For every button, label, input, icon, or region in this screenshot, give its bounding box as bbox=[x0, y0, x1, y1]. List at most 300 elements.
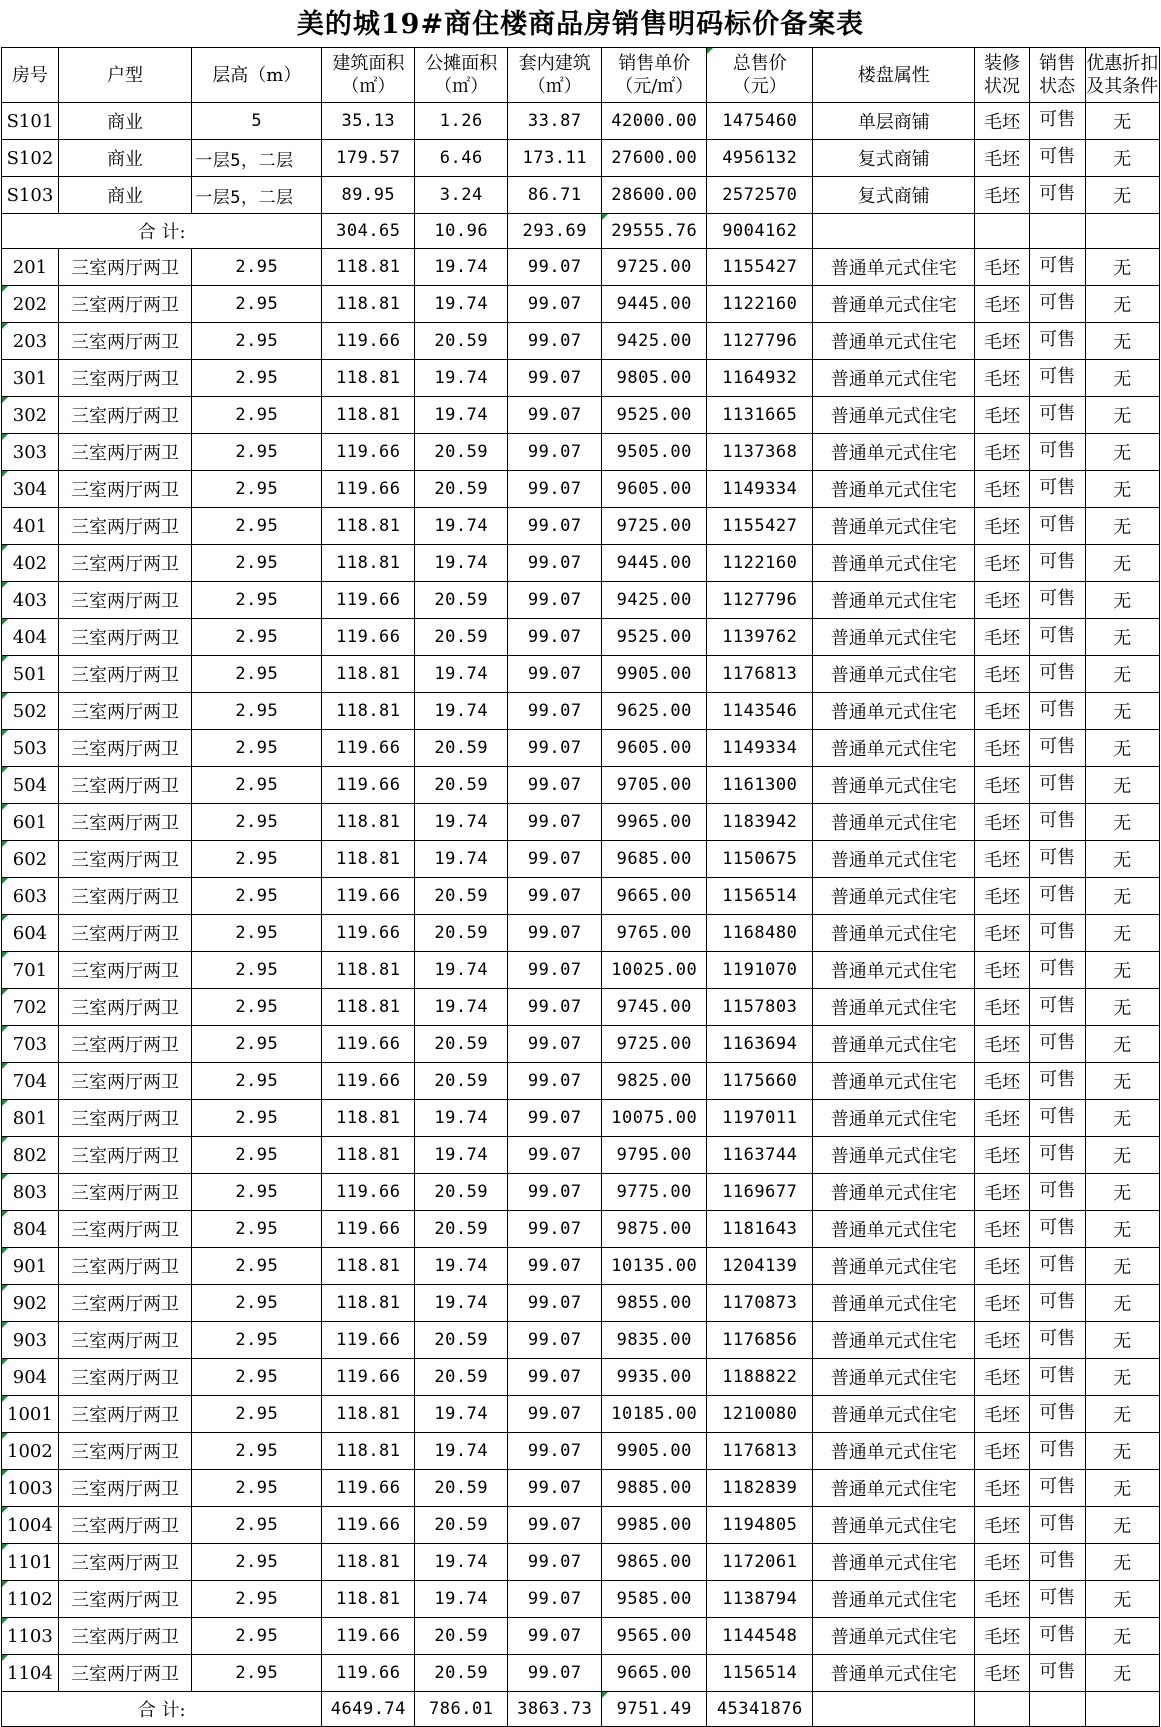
table-row bbox=[2, 915, 1160, 952]
floor-height-cell: 2.95 bbox=[192, 804, 322, 841]
total-price-cell: 1161300 bbox=[707, 767, 813, 804]
gross-area-cell: 119.66 bbox=[322, 471, 415, 508]
inner-area-cell: 99.07 bbox=[508, 471, 602, 508]
header-text: （元/㎡） bbox=[615, 76, 694, 97]
shared-area-cell: 20.59 bbox=[415, 1211, 508, 1248]
shared-area-cell: 20.59 bbox=[415, 1618, 508, 1655]
discount-terms-cell: 无 bbox=[1085, 397, 1159, 434]
decoration-status-cell: 毛坯 bbox=[975, 360, 1030, 397]
total-price-cell: 1175660 bbox=[707, 1063, 813, 1100]
unit-type-cell: 三室两厅两卫 bbox=[58, 434, 191, 471]
table-row bbox=[2, 434, 1160, 471]
room-number-cell: 402 bbox=[2, 545, 59, 582]
table-row bbox=[2, 1248, 1160, 1285]
floor-height-cell: 2.95 bbox=[192, 1507, 322, 1544]
unit-type-cell: 三室两厅两卫 bbox=[58, 841, 191, 878]
unit-type-cell: 三室两厅两卫 bbox=[58, 545, 191, 582]
inner-area-cell: 33.87 bbox=[508, 103, 602, 140]
sale-status-cell: 可售 bbox=[1029, 878, 1085, 915]
floor-height-cell: 2.95 bbox=[192, 1063, 322, 1100]
table-row bbox=[2, 1470, 1160, 1507]
discount-terms-cell: 无 bbox=[1085, 841, 1159, 878]
unit-type-cell: 三室两厅两卫 bbox=[58, 952, 191, 989]
gross-area-cell: 119.66 bbox=[322, 619, 415, 656]
gross-area-cell: 118.81 bbox=[322, 841, 415, 878]
shared-area-cell: 19.74 bbox=[415, 841, 508, 878]
total-price-cell: 1163744 bbox=[707, 1137, 813, 1174]
sale-status-cell: 可售 bbox=[1029, 1396, 1085, 1433]
sale-status-cell: 可售 bbox=[1029, 1433, 1085, 1470]
gross-area-cell: 118.81 bbox=[322, 656, 415, 693]
room-number-cell: 303 bbox=[2, 434, 59, 471]
decoration-status-cell: 毛坯 bbox=[975, 619, 1030, 656]
unit-price-cell: 9525.00 bbox=[602, 397, 707, 434]
gross-area-cell: 118.81 bbox=[322, 545, 415, 582]
decoration-status-cell: 毛坯 bbox=[975, 1211, 1030, 1248]
property-type-cell: 普通单元式住宅 bbox=[813, 1137, 975, 1174]
header-text: 装修 bbox=[983, 53, 1020, 74]
sale-status-cell: 可售 bbox=[1029, 841, 1085, 878]
total-unit-price: 9751.49 bbox=[602, 1692, 707, 1727]
floor-height-cell: 2.95 bbox=[192, 397, 322, 434]
room-number-cell: 904 bbox=[2, 1359, 59, 1396]
decoration-status-cell: 毛坯 bbox=[975, 286, 1030, 323]
sale-status-cell: 可售 bbox=[1029, 730, 1085, 767]
total-gross-area: 4649.74 bbox=[322, 1692, 415, 1727]
unit-price-cell: 9865.00 bbox=[602, 1544, 707, 1581]
unit-price-cell: 9705.00 bbox=[602, 767, 707, 804]
unit-type-cell: 三室两厅两卫 bbox=[58, 508, 191, 545]
inner-area-cell: 99.07 bbox=[508, 545, 602, 582]
floor-height-cell: 2.95 bbox=[192, 1100, 322, 1137]
inner-area-cell: 99.07 bbox=[508, 582, 602, 619]
total-price-cell: 1475460 bbox=[707, 103, 813, 140]
inner-area-cell: 99.07 bbox=[508, 952, 602, 989]
property-type-cell: 普通单元式住宅 bbox=[813, 619, 975, 656]
inner-area-cell: 99.07 bbox=[508, 1618, 602, 1655]
discount-terms-cell: 无 bbox=[1085, 103, 1159, 140]
discount-terms-cell: 无 bbox=[1085, 1359, 1159, 1396]
decoration-status-cell: 毛坯 bbox=[975, 1137, 1030, 1174]
floor-height-cell: 2.95 bbox=[192, 619, 322, 656]
total-price-cell: 2572570 bbox=[707, 177, 813, 214]
total-price-cell: 1122160 bbox=[707, 545, 813, 582]
inner-area-cell: 99.07 bbox=[508, 915, 602, 952]
floor-height-cell: 2.95 bbox=[192, 1618, 322, 1655]
total-price-cell: 1191070 bbox=[707, 952, 813, 989]
gross-area-cell: 118.81 bbox=[322, 1100, 415, 1137]
table-row bbox=[2, 730, 1160, 767]
unit-price-cell: 9965.00 bbox=[602, 804, 707, 841]
inner-area-cell: 99.07 bbox=[508, 1359, 602, 1396]
sale-status-cell: 可售 bbox=[1029, 1211, 1085, 1248]
room-number-cell: S103 bbox=[2, 177, 59, 214]
unit-type-cell: 三室两厅两卫 bbox=[58, 804, 191, 841]
sale-status-cell: 可售 bbox=[1029, 140, 1085, 177]
room-number-cell: 701 bbox=[2, 952, 59, 989]
sale-status-cell: 可售 bbox=[1029, 103, 1085, 140]
inner-area-cell: 99.07 bbox=[508, 1100, 602, 1137]
unit-type-cell: 商业 bbox=[58, 177, 191, 214]
discount-terms-cell: 无 bbox=[1085, 360, 1159, 397]
unit-price-cell: 9985.00 bbox=[602, 1507, 707, 1544]
floor-height-cell: 2.95 bbox=[192, 1581, 322, 1618]
decoration-status-cell: 毛坯 bbox=[975, 508, 1030, 545]
room-number-cell: 302 bbox=[2, 397, 59, 434]
property-type-cell: 普通单元式住宅 bbox=[813, 1396, 975, 1433]
discount-terms-cell: 无 bbox=[1085, 545, 1159, 582]
shared-area-cell: 20.59 bbox=[415, 878, 508, 915]
room-number-cell: 704 bbox=[2, 1063, 59, 1100]
decoration-status-cell: 毛坯 bbox=[975, 1618, 1030, 1655]
discount-terms-cell: 无 bbox=[1085, 1322, 1159, 1359]
gross-area-cell: 119.66 bbox=[322, 1655, 415, 1692]
decoration-status-cell: 毛坯 bbox=[975, 140, 1030, 177]
total-price-cell: 1150675 bbox=[707, 841, 813, 878]
property-type-cell: 普通单元式住宅 bbox=[813, 1063, 975, 1100]
unit-type-cell: 三室两厅两卫 bbox=[58, 582, 191, 619]
total-total-price: 45341876 bbox=[707, 1692, 813, 1727]
floor-height-cell: 2.95 bbox=[192, 1174, 322, 1211]
table-row bbox=[2, 508, 1160, 545]
unit-type-cell: 商业 bbox=[58, 103, 191, 140]
shared-area-cell: 19.74 bbox=[415, 397, 508, 434]
unit-type-cell: 三室两厅两卫 bbox=[58, 1174, 191, 1211]
gross-area-cell: 119.66 bbox=[322, 1322, 415, 1359]
room-number-cell: 502 bbox=[2, 693, 59, 730]
unit-price-cell: 9685.00 bbox=[602, 841, 707, 878]
sale-status-cell: 可售 bbox=[1029, 323, 1085, 360]
discount-terms-cell: 无 bbox=[1085, 1507, 1159, 1544]
unit-price-cell: 9775.00 bbox=[602, 1174, 707, 1211]
decoration-status-cell: 毛坯 bbox=[975, 952, 1030, 989]
table-row bbox=[2, 1581, 1160, 1618]
unit-price-cell: 9795.00 bbox=[602, 1137, 707, 1174]
discount-terms-cell: 无 bbox=[1085, 249, 1159, 286]
shared-area-cell: 20.59 bbox=[415, 1026, 508, 1063]
table-row bbox=[2, 103, 1160, 140]
property-type-cell: 普通单元式住宅 bbox=[813, 1433, 975, 1470]
empty-cell bbox=[1029, 214, 1085, 249]
unit-price-cell: 9525.00 bbox=[602, 619, 707, 656]
total-label: 合 计: bbox=[2, 214, 322, 249]
sale-status-cell: 可售 bbox=[1029, 1507, 1085, 1544]
discount-terms-cell: 无 bbox=[1085, 508, 1159, 545]
total-price-cell: 1176813 bbox=[707, 1433, 813, 1470]
header-discount-terms bbox=[1085, 48, 1159, 103]
total-price-cell: 1182839 bbox=[707, 1470, 813, 1507]
property-type-cell: 复式商铺 bbox=[813, 177, 975, 214]
inner-area-cell: 99.07 bbox=[508, 360, 602, 397]
gross-area-cell: 119.66 bbox=[322, 915, 415, 952]
property-type-cell: 普通单元式住宅 bbox=[813, 582, 975, 619]
inner-area-cell: 99.07 bbox=[508, 767, 602, 804]
sale-status-cell: 可售 bbox=[1029, 360, 1085, 397]
total-price-cell: 1170873 bbox=[707, 1285, 813, 1322]
sale-status-cell: 可售 bbox=[1029, 1100, 1085, 1137]
gross-area-cell: 118.81 bbox=[322, 1285, 415, 1322]
property-type-cell: 普通单元式住宅 bbox=[813, 656, 975, 693]
table-row bbox=[2, 1063, 1160, 1100]
table-row bbox=[2, 397, 1160, 434]
total-total-price: 9004162 bbox=[707, 214, 813, 249]
discount-terms-cell: 无 bbox=[1085, 1285, 1159, 1322]
floor-height-cell: 2.95 bbox=[192, 286, 322, 323]
unit-type-cell: 三室两厅两卫 bbox=[58, 1285, 191, 1322]
table-row bbox=[2, 1026, 1160, 1063]
shared-area-cell: 20.59 bbox=[415, 915, 508, 952]
unit-type-cell: 三室两厅两卫 bbox=[58, 1470, 191, 1507]
table-row bbox=[2, 656, 1160, 693]
floor-height-cell: 2.95 bbox=[192, 1359, 322, 1396]
sheet-title: 美的城19#商住楼商品房销售明码标价备案表 bbox=[296, 9, 865, 40]
total-inner-area: 293.69 bbox=[508, 214, 602, 249]
table-row bbox=[2, 1211, 1160, 1248]
property-type-cell: 普通单元式住宅 bbox=[813, 1507, 975, 1544]
total-price-cell: 1149334 bbox=[707, 471, 813, 508]
unit-type-cell: 三室两厅两卫 bbox=[58, 1433, 191, 1470]
table-row bbox=[2, 878, 1160, 915]
room-number-cell: 804 bbox=[2, 1211, 59, 1248]
discount-terms-cell: 无 bbox=[1085, 1211, 1159, 1248]
unit-price-cell: 9875.00 bbox=[602, 1211, 707, 1248]
unit-price-cell: 9625.00 bbox=[602, 693, 707, 730]
shared-area-cell: 20.59 bbox=[415, 434, 508, 471]
gross-area-cell: 118.81 bbox=[322, 286, 415, 323]
decoration-status-cell: 毛坯 bbox=[975, 1544, 1030, 1581]
table-row bbox=[2, 471, 1160, 508]
sale-status-cell: 可售 bbox=[1029, 1544, 1085, 1581]
discount-terms-cell: 无 bbox=[1085, 730, 1159, 767]
sale-status-cell: 可售 bbox=[1029, 1655, 1085, 1692]
property-type-cell: 普通单元式住宅 bbox=[813, 360, 975, 397]
room-number-cell: 1001 bbox=[2, 1396, 59, 1433]
header-text: （㎡） bbox=[434, 76, 489, 97]
unit-type-cell: 三室两厅两卫 bbox=[58, 1581, 191, 1618]
gross-area-cell: 118.81 bbox=[322, 360, 415, 397]
shared-area-cell: 20.59 bbox=[415, 1174, 508, 1211]
inner-area-cell: 99.07 bbox=[508, 730, 602, 767]
table-row bbox=[2, 249, 1160, 286]
header-text: （㎡） bbox=[341, 76, 396, 97]
property-type-cell: 普通单元式住宅 bbox=[813, 915, 975, 952]
gross-area-cell: 118.81 bbox=[322, 804, 415, 841]
property-type-cell: 普通单元式住宅 bbox=[813, 1470, 975, 1507]
unit-price-cell: 9935.00 bbox=[602, 1359, 707, 1396]
decoration-status-cell: 毛坯 bbox=[975, 1433, 1030, 1470]
shared-area-cell: 19.74 bbox=[415, 249, 508, 286]
inner-area-cell: 99.07 bbox=[508, 1322, 602, 1359]
decoration-status-cell: 毛坯 bbox=[975, 1174, 1030, 1211]
decoration-status-cell: 毛坯 bbox=[975, 1322, 1030, 1359]
floor-height-cell: 2.95 bbox=[192, 434, 322, 471]
table-row bbox=[2, 841, 1160, 878]
shared-area-cell: 20.59 bbox=[415, 1470, 508, 1507]
sale-status-cell: 可售 bbox=[1029, 915, 1085, 952]
inner-area-cell: 99.07 bbox=[508, 841, 602, 878]
decoration-status-cell: 毛坯 bbox=[975, 323, 1030, 360]
decoration-status-cell: 毛坯 bbox=[975, 878, 1030, 915]
property-type-cell: 普通单元式住宅 bbox=[813, 952, 975, 989]
gross-area-cell: 119.66 bbox=[322, 1174, 415, 1211]
unit-price-cell: 9665.00 bbox=[602, 878, 707, 915]
shared-area-cell: 19.74 bbox=[415, 656, 508, 693]
room-number-cell: 202 bbox=[2, 286, 59, 323]
discount-terms-cell: 无 bbox=[1085, 878, 1159, 915]
unit-type-cell: 三室两厅两卫 bbox=[58, 767, 191, 804]
room-number-cell: 403 bbox=[2, 582, 59, 619]
room-number-cell: 1102 bbox=[2, 1581, 59, 1618]
room-number-cell: 602 bbox=[2, 841, 59, 878]
sale-status-cell: 可售 bbox=[1029, 286, 1085, 323]
total-price-cell: 1194805 bbox=[707, 1507, 813, 1544]
empty-cell bbox=[975, 1692, 1030, 1727]
floor-height-cell: 一层5，二层 bbox=[192, 177, 322, 214]
decoration-status-cell: 毛坯 bbox=[975, 1470, 1030, 1507]
decoration-status-cell: 毛坯 bbox=[975, 1359, 1030, 1396]
room-number-cell: 603 bbox=[2, 878, 59, 915]
unit-price-cell: 9905.00 bbox=[602, 656, 707, 693]
table-row bbox=[2, 1544, 1160, 1581]
inner-area-cell: 99.07 bbox=[508, 619, 602, 656]
discount-terms-cell: 无 bbox=[1085, 323, 1159, 360]
inner-area-cell: 99.07 bbox=[508, 1026, 602, 1063]
total-inner-area: 3863.73 bbox=[508, 1692, 602, 1727]
discount-terms-cell: 无 bbox=[1085, 693, 1159, 730]
room-number-cell: 604 bbox=[2, 915, 59, 952]
decoration-status-cell: 毛坯 bbox=[975, 1026, 1030, 1063]
unit-price-cell: 9745.00 bbox=[602, 989, 707, 1026]
header-shared-area bbox=[415, 48, 508, 103]
discount-terms-cell: 无 bbox=[1085, 582, 1159, 619]
floor-height-cell: 2.95 bbox=[192, 989, 322, 1026]
unit-type-cell: 三室两厅两卫 bbox=[58, 286, 191, 323]
unit-type-cell: 三室两厅两卫 bbox=[58, 249, 191, 286]
total-price-cell: 1155427 bbox=[707, 249, 813, 286]
header-text: 销售单价 bbox=[618, 53, 691, 74]
room-number-cell: 703 bbox=[2, 1026, 59, 1063]
decoration-status-cell: 毛坯 bbox=[975, 103, 1030, 140]
unit-price-cell: 9445.00 bbox=[602, 545, 707, 582]
total-gross-area: 304.65 bbox=[322, 214, 415, 249]
gross-area-cell: 118.81 bbox=[322, 989, 415, 1026]
floor-height-cell: 2.95 bbox=[192, 693, 322, 730]
shared-area-cell: 20.59 bbox=[415, 1063, 508, 1100]
unit-type-cell: 三室两厅两卫 bbox=[58, 693, 191, 730]
discount-terms-cell: 无 bbox=[1085, 1063, 1159, 1100]
room-number-cell: 501 bbox=[2, 656, 59, 693]
total-price-cell: 1157803 bbox=[707, 989, 813, 1026]
sale-status-cell: 可售 bbox=[1029, 656, 1085, 693]
unit-type-cell: 三室两厅两卫 bbox=[58, 730, 191, 767]
empty-cell bbox=[1085, 214, 1159, 249]
room-number-cell: 503 bbox=[2, 730, 59, 767]
total-price-cell: 1176856 bbox=[707, 1322, 813, 1359]
property-type-cell: 单层商铺 bbox=[813, 103, 975, 140]
floor-height-cell: 2.95 bbox=[192, 841, 322, 878]
floor-height-cell: 5 bbox=[192, 103, 322, 140]
decoration-status-cell: 毛坯 bbox=[975, 1581, 1030, 1618]
sale-status-cell: 可售 bbox=[1029, 249, 1085, 286]
property-type-cell: 普通单元式住宅 bbox=[813, 397, 975, 434]
room-number-cell: 901 bbox=[2, 1248, 59, 1285]
sale-status-cell: 可售 bbox=[1029, 397, 1085, 434]
discount-terms-cell: 无 bbox=[1085, 619, 1159, 656]
gross-area-cell: 118.81 bbox=[322, 1544, 415, 1581]
shared-area-cell: 20.59 bbox=[415, 767, 508, 804]
discount-terms-cell: 无 bbox=[1085, 1174, 1159, 1211]
unit-price-cell: 28600.00 bbox=[602, 177, 707, 214]
inner-area-cell: 99.07 bbox=[508, 1655, 602, 1692]
sale-status-cell: 可售 bbox=[1029, 508, 1085, 545]
gross-area-cell: 119.66 bbox=[322, 1063, 415, 1100]
property-type-cell: 普通单元式住宅 bbox=[813, 508, 975, 545]
table-row bbox=[2, 582, 1160, 619]
inner-area-cell: 99.07 bbox=[508, 1137, 602, 1174]
discount-terms-cell: 无 bbox=[1085, 989, 1159, 1026]
shared-area-cell: 20.59 bbox=[415, 1655, 508, 1692]
table-row bbox=[2, 989, 1160, 1026]
property-type-cell: 普通单元式住宅 bbox=[813, 1359, 975, 1396]
unit-type-cell: 三室两厅两卫 bbox=[58, 1507, 191, 1544]
discount-terms-cell: 无 bbox=[1085, 1470, 1159, 1507]
unit-price-cell: 10135.00 bbox=[602, 1248, 707, 1285]
header-text: （元） bbox=[732, 76, 787, 97]
shared-area-cell: 20.59 bbox=[415, 582, 508, 619]
table-row bbox=[2, 1285, 1160, 1322]
header-text: 总售价 bbox=[732, 53, 787, 74]
header-unit-price bbox=[602, 48, 707, 103]
shared-area-cell: 19.74 bbox=[415, 1285, 508, 1322]
inner-area-cell: 99.07 bbox=[508, 508, 602, 545]
decoration-status-cell: 毛坯 bbox=[975, 730, 1030, 767]
header-room-number bbox=[2, 48, 59, 103]
room-number-cell: 902 bbox=[2, 1285, 59, 1322]
shared-area-cell: 20.59 bbox=[415, 730, 508, 767]
header-text: 套内建筑 bbox=[518, 53, 591, 74]
total-price-cell: 1197011 bbox=[707, 1100, 813, 1137]
table-row bbox=[2, 323, 1160, 360]
total-price-cell: 1204139 bbox=[707, 1248, 813, 1285]
inner-area-cell: 99.07 bbox=[508, 434, 602, 471]
discount-terms-cell: 无 bbox=[1085, 804, 1159, 841]
decoration-status-cell: 毛坯 bbox=[975, 1063, 1030, 1100]
discount-terms-cell: 无 bbox=[1085, 1026, 1159, 1063]
unit-price-cell: 9505.00 bbox=[602, 434, 707, 471]
property-type-cell: 普通单元式住宅 bbox=[813, 1248, 975, 1285]
sale-status-cell: 可售 bbox=[1029, 177, 1085, 214]
inner-area-cell: 99.07 bbox=[508, 1396, 602, 1433]
header-inner-area bbox=[508, 48, 602, 103]
property-type-cell: 普通单元式住宅 bbox=[813, 767, 975, 804]
shared-area-cell: 19.74 bbox=[415, 1248, 508, 1285]
header-total-price bbox=[707, 48, 813, 103]
property-type-cell: 普通单元式住宅 bbox=[813, 841, 975, 878]
sale-status-cell: 可售 bbox=[1029, 1618, 1085, 1655]
room-number-cell: 1103 bbox=[2, 1618, 59, 1655]
decoration-status-cell: 毛坯 bbox=[975, 397, 1030, 434]
header-text: 楼盘属性 bbox=[857, 64, 930, 86]
unit-price-cell: 10185.00 bbox=[602, 1396, 707, 1433]
discount-terms-cell: 无 bbox=[1085, 1581, 1159, 1618]
gross-area-cell: 118.81 bbox=[322, 397, 415, 434]
property-type-cell: 普通单元式住宅 bbox=[813, 1211, 975, 1248]
total-price-cell: 1188822 bbox=[707, 1359, 813, 1396]
decoration-status-cell: 毛坯 bbox=[975, 804, 1030, 841]
property-type-cell: 普通单元式住宅 bbox=[813, 434, 975, 471]
floor-height-cell: 2.95 bbox=[192, 508, 322, 545]
sale-status-cell: 可售 bbox=[1029, 1063, 1085, 1100]
